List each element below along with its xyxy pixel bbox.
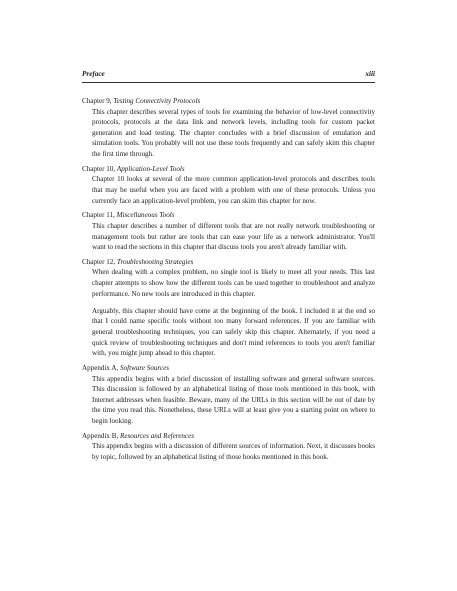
running-head bbox=[82, 70, 375, 83]
appendix-description: This appendix begins with a discussion of different sources of information. Next, it discusses books by topic, followed by an alphabetical listing of those books mentioned in this book. bbox=[92, 442, 375, 461]
chapter-heading bbox=[82, 210, 375, 221]
chapter-title: Application-Level Tools bbox=[116, 164, 185, 173]
appendix-description: This appendix begins with a brief discussion of installing software and general software sources. This discussion is followed by an alphabetical listing of those tools mentioned in this book, with Internet addresses when feasible. Beware, many of the URLs in this section will be out of date by the time you read this. Nonetheless, these URLs will at least give you a starting point on where to begin looking. bbox=[92, 374, 375, 425]
appendix-label: Appendix A, bbox=[82, 364, 119, 372]
chapter-label: Chapter 12, bbox=[82, 257, 116, 266]
page-number: xiii bbox=[365, 70, 375, 78]
chapter-label: Chapter 10, bbox=[82, 164, 116, 173]
chapter-title: Troubleshooting Strategies bbox=[116, 257, 194, 266]
chapter-entry bbox=[82, 257, 375, 359]
chapter-description: This chapter describes a number of different tools that are not really network troubleshooting or management tools but rather are tools that can ease your life as a network administrator. You'll want to read the sections in this chapter that discuss tools you aren't already familiar with. bbox=[92, 221, 375, 252]
appendix-label: Appendix B, bbox=[82, 431, 119, 440]
chapter-label: Chapter 11, bbox=[82, 211, 115, 220]
appendix-title: Software Sources bbox=[120, 364, 169, 372]
chapter-description: Chapter 10 looks at several of the more common application-level protocols and describes tools that may be useful when you are faced with a problem with one of these protocols. Unless you currently face an application-level problem, you can skim this chapter for now. bbox=[92, 175, 375, 205]
chapter-entry bbox=[82, 96, 375, 160]
chapter-entry bbox=[82, 210, 375, 252]
chapter-description: Arguably, this chapter should have come at the beginning of the book. I included it at the end so that I could name specific tools without too many forward references. If you are familiar with general troubleshooting techniques, you can safely skip this chapter. Alternately, if you need a quick review of troubleshooting techniques and don't mind references to tools you aren't familiar with, you might jump ahead to this chapter. bbox=[92, 306, 375, 358]
appendix-entry bbox=[82, 363, 375, 427]
appendix-heading bbox=[82, 363, 375, 374]
chapter-title: Miscellaneous Tools bbox=[116, 211, 175, 220]
chapter-heading bbox=[82, 96, 375, 107]
chapter-description: This chapter describes several types of tools for examining the behavior of low-level connectivity protocols, protocols at the data link and network levels, including tools for custom packet generation and load testing. The chapter concludes with a brief discussion of emulation and simulation tools. You probably will not use these tools frequently and can safely skim this chapter the first time through. bbox=[92, 107, 375, 158]
chapter-description: When dealing with a complex problem, no single tool is likely to meet all your needs. This last chapter attempts to show how the different tools can be used together to troubleshoot and analyze performance. No new tools are introduced in this chapter. bbox=[92, 268, 375, 298]
chapter-entry bbox=[82, 164, 375, 206]
chapter-title: Testing Connectivity Protocols bbox=[113, 97, 201, 105]
chapter-label: Chapter 9, bbox=[82, 97, 112, 105]
chapter-heading bbox=[82, 164, 375, 175]
appendix-heading bbox=[82, 431, 375, 442]
chapter-heading bbox=[82, 257, 375, 268]
appendix-title: Resources and References bbox=[120, 431, 194, 440]
running-head-title: Preface bbox=[82, 70, 105, 78]
appendix-entry bbox=[82, 431, 375, 463]
chapter-list bbox=[82, 96, 375, 467]
